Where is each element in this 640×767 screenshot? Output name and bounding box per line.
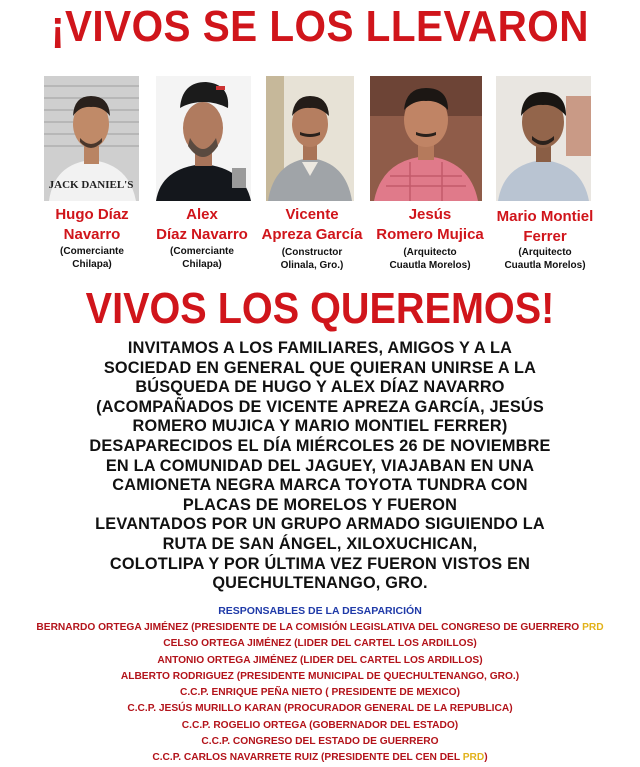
subheadline: VIVOS LOS QUEREMOS! bbox=[85, 284, 555, 333]
person-card-mario bbox=[492, 76, 598, 276]
shirt-print: JACK DANIEL'S bbox=[48, 179, 134, 191]
appeal-line: QUECHULTENANGO, GRO. bbox=[212, 574, 428, 593]
photo-alex bbox=[156, 76, 251, 201]
appeal-line: ROMERO MUJICA Y MARIO MONTIEL FERRER) bbox=[132, 417, 508, 436]
person-card-vicente bbox=[260, 76, 364, 276]
appeal-line: (ACOMPAÑADOS DE VICENTE APREZA GARCÍA, JESÚS bbox=[96, 397, 544, 416]
photo-mario bbox=[496, 76, 591, 201]
person-name-line1: Vicente bbox=[285, 206, 339, 223]
person-name-line2: Ferrer bbox=[523, 228, 567, 245]
appeal-line: DESAPARECIDOS EL DÍA MIÉRCOLES 26 DE NOVIEMBRE bbox=[89, 436, 551, 455]
responsable-text: C.C.P. ENRIQUE PEÑA NIETO ( PRESIDENTE DE MEXICO) bbox=[179, 687, 460, 699]
responsable-text: BERNARDO ORTEGA JIMÉNEZ (PRESIDENTE DE LA COMISIÓN LEGISLATIVA DEL CONGRESO DE GUERRERO bbox=[36, 622, 583, 633]
appeal-line: BÚSQUEDA DE HUGO Y ALEX DÍAZ NAVARRO bbox=[135, 378, 505, 397]
person-desc-line2: Cuautla Morelos) bbox=[504, 260, 586, 271]
person-desc-line2: Cuautla Morelos) bbox=[389, 260, 471, 271]
responsable-line bbox=[0, 718, 640, 734]
appeal-line: SOCIEDAD EN GENERAL QUE QUIERAN UNIRSE A LA bbox=[103, 358, 537, 377]
missing-persons-row bbox=[0, 76, 640, 276]
person-name-line2: Díaz Navarro bbox=[156, 226, 248, 243]
person-desc-line2: Chilapa) bbox=[182, 259, 222, 270]
responsable-text: ALBERTO RODRIGUEZ (PRESIDENTE MUNICIPAL DE QUECHULTENANGO, GRO.) bbox=[120, 670, 520, 682]
photo-jesus bbox=[370, 76, 482, 201]
responsable-text: C.C.P. JESÚS MURILLO KARAN (PROCURADOR GENERAL DE LA REPUBLICA) bbox=[127, 703, 513, 715]
person-card-hugo bbox=[40, 76, 144, 276]
person-name-line1: Alex bbox=[186, 206, 218, 223]
person-name-line2: Romero Mujica bbox=[376, 226, 484, 243]
person-name-line2: Apreza García bbox=[261, 226, 363, 243]
party-tag: PRD bbox=[582, 622, 604, 633]
responsable-text: C.C.P. CARLOS NAVARRETE RUIZ (PRESIDENTE DEL CEN DEL bbox=[152, 752, 463, 764]
person-card-alex bbox=[150, 76, 254, 276]
person-name-line1: Jesús bbox=[408, 206, 452, 223]
appeal-line: COLOTLIPA Y POR ÚLTIMA VEZ FUERON VISTOS EN bbox=[109, 554, 531, 573]
person-card-jesus bbox=[370, 76, 490, 276]
person-name-line1: Mario Montiel bbox=[496, 208, 594, 225]
person-desc-line1: (Comerciante bbox=[60, 246, 124, 257]
person-desc-line2: Chilapa) bbox=[72, 259, 112, 270]
responsable-line bbox=[0, 685, 640, 701]
responsable-line bbox=[0, 636, 640, 652]
person-desc-line2: Olinala, Gro.) bbox=[280, 260, 344, 271]
photo-hugo bbox=[44, 76, 139, 201]
responsable-line bbox=[0, 653, 640, 669]
responsable-line bbox=[0, 701, 640, 717]
responsables-list bbox=[0, 620, 640, 767]
appeal-line: EN LA COMUNIDAD DEL JAGUEY, VIAJABAN EN UNA bbox=[105, 456, 535, 475]
responsable-text: ANTONIO ORTEGA JIMÉNEZ (LIDER DEL CARTEL LOS ARDILLOS) bbox=[157, 654, 483, 666]
appeal-line: INVITAMOS A LOS FAMILIARES, AMIGOS Y A LA bbox=[127, 339, 513, 357]
headline: ¡VIVOS SE LOS LLEVARON bbox=[51, 2, 589, 51]
responsable-text: CELSO ORTEGA JIMÉNEZ (LIDER DEL CARTEL LOS ARDILLOS) bbox=[163, 638, 477, 650]
photo-vicente bbox=[266, 76, 354, 201]
person-desc-line1: (Comerciante bbox=[170, 246, 234, 257]
responsable-line bbox=[0, 620, 640, 636]
person-desc-line1: (Arquitecto bbox=[518, 247, 572, 258]
responsable-line bbox=[0, 734, 640, 750]
person-desc-line1: (Arquitecto bbox=[403, 247, 457, 258]
appeal-line: RUTA DE SAN ÁNGEL, XILOXUCHICAN, bbox=[162, 534, 478, 553]
responsable-text: C.C.P. ROGELIO ORTEGA (GOBERNADOR DEL ESTADO) bbox=[181, 719, 459, 731]
person-desc-line1: (Constructor bbox=[281, 247, 343, 258]
responsable-text: C.C.P. CONGRESO DEL ESTADO DE GUERRERO bbox=[201, 736, 439, 748]
responsables-title: RESPONSABLES DE LA DESAPARICIÓN bbox=[218, 605, 422, 617]
appeal-text bbox=[30, 339, 610, 594]
responsable-line bbox=[0, 669, 640, 685]
person-name-line2: Navarro bbox=[63, 226, 121, 243]
party-tag: PRD bbox=[462, 752, 485, 764]
appeal-line: CAMIONETA NEGRA MARCA TOYOTA TUNDRA CON bbox=[112, 476, 528, 495]
person-name-line1: Hugo Díaz bbox=[55, 206, 129, 223]
responsable-line bbox=[0, 750, 640, 766]
appeal-line: LEVANTADOS POR UN GRUPO ARMADO SIGUIENDO LA bbox=[95, 515, 545, 534]
responsable-suffix: ) bbox=[484, 752, 488, 764]
appeal-line: PLACAS DE MORELOS Y FUERON bbox=[182, 495, 458, 514]
